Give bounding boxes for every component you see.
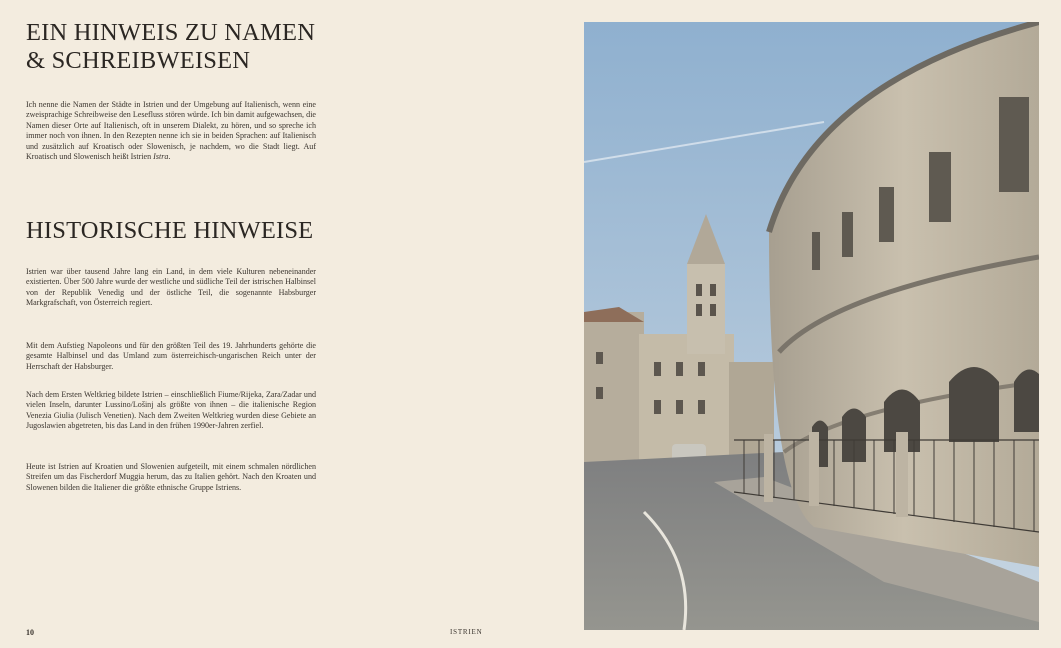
heading-line-1: EIN HINWEIS ZU NAMEN xyxy=(26,19,316,46)
section-heading-history: HISTORISCHE HINWEISE xyxy=(26,217,314,244)
history-paragraph-4: Heute ist Istrien auf Kroatien und Slowenien aufgeteilt, mit einem schmalen nördlichen Streifen um das Fischerdorf Muggia herum, das zu Italien gehört. Nach den Kroaten und Slowenen bilden die Italiener die größte ethnische Gruppe Istriens. xyxy=(26,462,316,492)
history-paragraph-2: Mit dem Aufstieg Napoleons und für den größten Teil des 19. Jahrhunderts gehörte die gesamte Halbinsel und das Umland zum österreichisch-ungarischen Reich unter der Herrschaft der Habsburger. xyxy=(26,341,316,371)
photo-illustration xyxy=(584,22,1039,630)
section-heading-names xyxy=(26,19,315,75)
photo-amphitheater-street xyxy=(584,22,1039,630)
running-title: ISTRIEN xyxy=(450,628,483,636)
heading-line-2: & SCHREIBWEISEN xyxy=(26,47,251,74)
page-number: 10 xyxy=(26,628,34,637)
names-paragraph: Ich nenne die Namen der Städte in Istrien und der Umgebung auf Italienisch, wenn eine zweisprachige Schreibweise den Lesefluss stören würde. Ich bin damit aufgewachsen, die Namen dieser Orte auf Italienisch, oft in unserem Dialekt, zu hören, und so spreche ich immer noch von ihnen. In den Rezepten nenne ich sie in beiden Sprachen: auf Italienisch und zusätzlich auf Kroatisch oder Slowenisch, je nachdem, wo die Stadt liegt. Auf Kroatisch und Slowenisch heißt Istrien Istra. xyxy=(26,100,316,162)
italic-term: Istra xyxy=(153,152,169,162)
history-paragraph-3: Nach dem Ersten Weltkrieg bildete Istrien – einschließlich Fiume/Rijeka, Zara/Zadar und vielen Inseln, darunter Lussino/Lošinj als größte von ihnen – die italienische Region Venezia Giulia (Julisch Venetien). Nach dem Zweiten Weltkrieg wurden diese Gebiete an Jugoslawien abgetreten, bis das Land in den frühen 1990er-Jahren zerfiel. xyxy=(26,390,316,431)
history-paragraph-1: Istrien war über tausend Jahre lang ein Land, in dem viele Kulturen nebeneinander existierten. Über 500 Jahre wurde der westliche und südliche Teil der istrischen Halbinsel von der Republik Venedig und der östliche Teil, die sogenannte Habsburger Markgrafschaft, von Österreich regiert. xyxy=(26,267,316,308)
